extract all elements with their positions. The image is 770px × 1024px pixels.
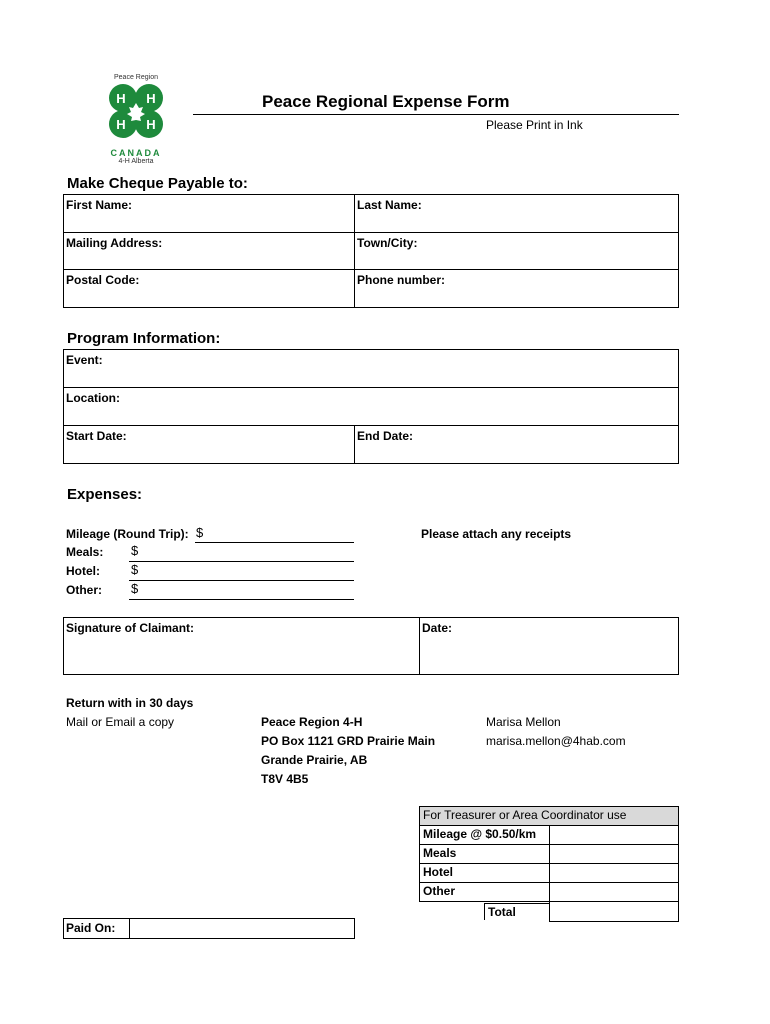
logo-sub: 4-H Alberta [118,158,154,165]
paid-on-field[interactable] [130,919,355,939]
location-field[interactable] [64,388,679,426]
page-title: Peace Regional Expense Form [262,92,510,111]
meals-currency: $ [131,543,139,558]
event-label: Event: [66,353,103,367]
hotel-currency: $ [131,562,139,577]
location-label: Location: [66,391,120,405]
logo-top-text: Peace Region [114,74,158,81]
mileage-input-line[interactable] [195,542,354,543]
treasurer-hotel-value[interactable] [550,864,679,883]
town-city-label: Town/City: [357,236,418,250]
contact-name: Marisa Mellon [486,715,561,729]
meals-input-line[interactable] [129,561,354,562]
leaf-letter: H [146,117,156,132]
receipts-note: Please attach any receipts [421,527,572,541]
end-date-label: End Date: [357,429,414,443]
treasurer-total-label: Total [484,903,550,920]
signature-date-field[interactable] [420,618,679,675]
leaf-letter: H [116,91,126,106]
treasurer-hotel-label: Hotel [420,864,550,883]
treasurer-mileage-value[interactable] [550,826,679,845]
return-heading: Return with in 30 days [66,696,194,710]
treasurer-meals-value[interactable] [550,845,679,864]
first-name-field[interactable] [64,195,355,233]
return-method: Mail or Email a copy [66,715,175,729]
other-label: Other: [66,583,102,597]
other-currency: $ [131,581,139,596]
address-line: PO Box 1121 GRD Prairie Main [261,734,436,748]
print-note: Please Print in Ink [486,118,583,132]
meals-label: Meals: [66,545,104,559]
treasurer-total-cell [420,902,550,922]
contact-email: marisa.mellon@4hab.com [486,734,626,748]
signature-label: Signature of Claimant: [66,621,195,635]
treasurer-mileage-label: Mileage @ $0.50/km [420,826,550,845]
signature-date-label: Date: [422,621,453,635]
clover-icon [96,81,176,143]
title-rule [193,114,679,115]
postal-code-label: Postal Code: [66,273,140,287]
start-date-field[interactable] [64,426,355,464]
leaf-letter: H [146,91,156,106]
mileage-label: Mileage (Round Trip): [66,527,189,541]
phone-field[interactable] [355,270,679,308]
town-city-field[interactable] [355,233,679,270]
treasurer-meals-label: Meals [420,845,550,864]
end-date-field[interactable] [355,426,679,464]
postal-code-field[interactable] [64,270,355,308]
4h-logo [96,74,176,170]
last-name-field[interactable] [355,195,679,233]
mailing-address-label: Mailing Address: [66,236,163,250]
treasurer-heading: For Treasurer or Area Coordinator use [420,807,679,826]
program-heading: Program Information: [67,330,221,347]
treasurer-table [419,806,679,922]
program-table [63,349,679,464]
treasurer-total-value[interactable] [550,902,679,922]
signature-field[interactable] [64,618,420,675]
address-line: Peace Region 4-H [261,715,363,729]
treasurer-other-value[interactable] [550,883,679,902]
address-line: T8V 4B5 [261,772,309,786]
last-name-label: Last Name: [357,198,422,212]
hotel-label: Hotel: [66,564,100,578]
event-field[interactable] [64,350,679,388]
other-input-line[interactable] [129,599,354,600]
hotel-input-line[interactable] [129,580,354,581]
address-line: Grande Prairie, AB [261,753,368,767]
leaf-letter: H [116,117,126,132]
mailing-address-field[interactable] [64,233,355,270]
expenses-heading: Expenses: [67,486,143,503]
start-date-label: Start Date: [66,429,127,443]
treasurer-other-label: Other [420,883,550,902]
mileage-currency: $ [196,525,204,540]
payee-table [63,194,679,308]
logo-country: CANADA [110,148,162,158]
payee-heading: Make Cheque Payable to: [67,175,248,192]
phone-label: Phone number: [357,273,446,287]
paid-on-label: Paid On: [64,919,130,939]
signature-table [63,617,679,675]
first-name-label: First Name: [66,198,133,212]
paid-table [63,918,355,939]
